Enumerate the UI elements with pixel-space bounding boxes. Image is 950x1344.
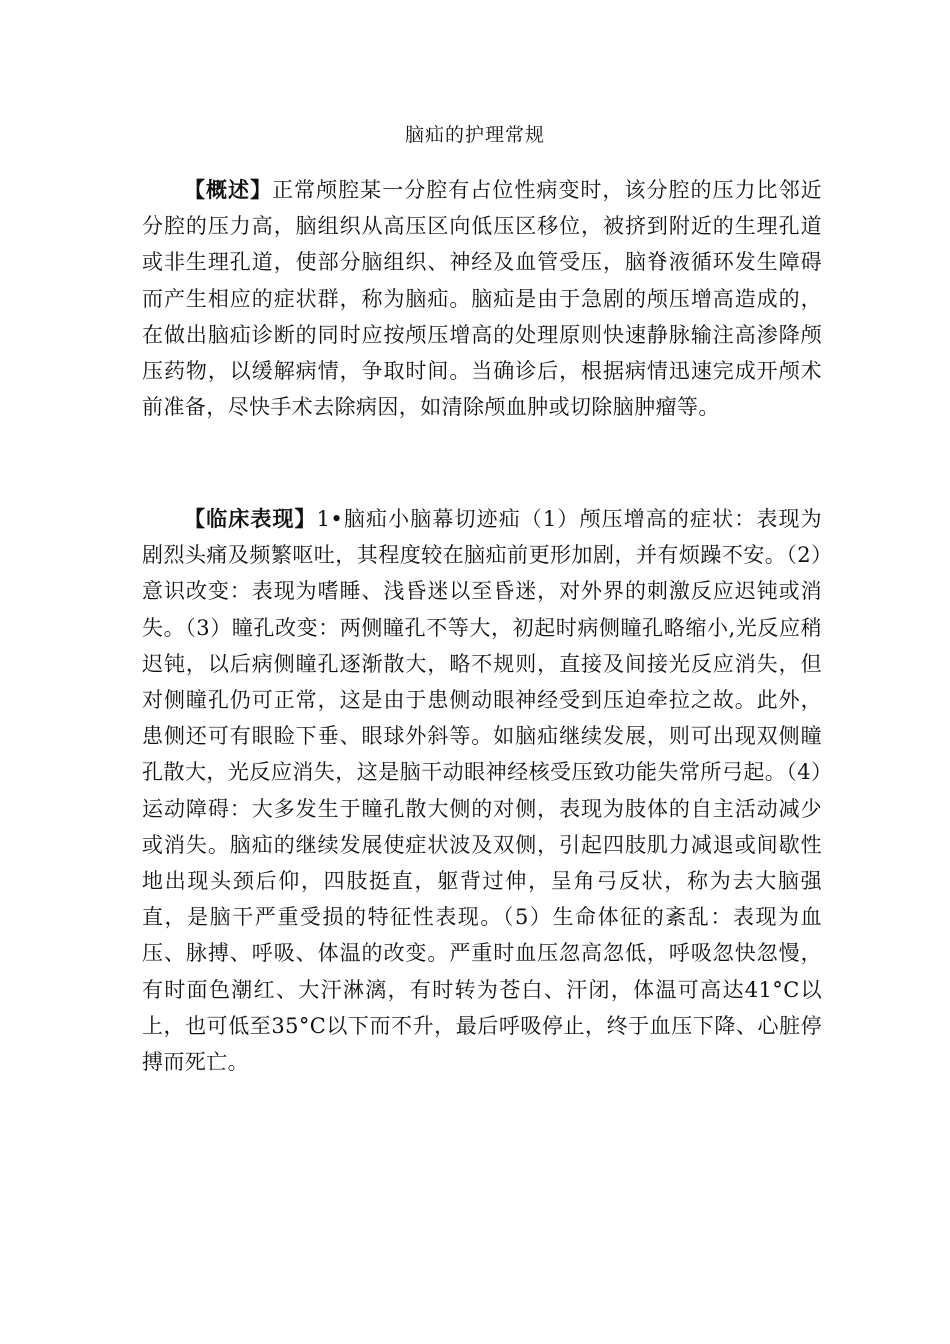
clinical-manifestations-body: 1•脑疝小脑幕切迹疝（1）颅压增高的症状：表现为剧烈头痛及频繁呕吐，其程度较在脑疝前更形加剧，并有烦躁不安。（2）意识改变：表现为嗜睡、浅昏迷以至昏迷，对外界的刺激反应迟钝或消失。（3）瞳孔改变：两侧瞳孔不等大，初起时病侧瞳孔略缩小,光反应稍迟钝，以后病侧瞳孔逐渐散大，略不规则，直接及间接光反应消失，但对侧瞳孔仍可正常，这是由于患侧动眼神经受到压迫牵拉之故。此外，患侧还可有眼睑下垂、眼球外斜等。如脑疝继续发展，则可出现双侧瞳孔散大，光反应消失，这是脑干动眼神经核受压致功能失常所弓起。（4）运动障碍：大多发生于瞳孔散大侧的对侧，表现为肢体的自主活动减少或消失。脑疝的继续发展使症状波及双侧，引起四肢肌力减退或间歇性地出现头颈后仰，四肢挺直，躯背过伸，呈角弓反状，称为去大脑强直，是脑干严重受损的特征性表现。（5）生命体征的紊乱：表现为血压、脉搏、呼吸、体温的改变。严重时血压忽高忽低，呼吸忽快忽慢，有时面色潮红、大汗淋漓，有时转为苍白、汗闭，体温可高达41°C以上，也可低至35°C以下而不升，最后呼吸停止，终于血压下降、心脏停搏而死亡。 xyxy=(142,507,822,1075)
clinical-manifestations-paragraph xyxy=(142,501,822,1080)
overview-heading: 【概述】 xyxy=(184,177,273,202)
overview-body: 正常颅腔某一分腔有占位性病变时，该分腔的压力比邻近分腔的压力高，脑组织从高压区向低压区移位，被挤到附近的生理孔道或非生理孔道，使部分脑组织、神经及血管受压，脑脊液循环发生障碍而产生相应的症状群，称为脑疝。脑疝是由于急剧的颅压增高造成的，在做出脑疝诊断的同时应按颅压增高的处理原则快速静脉输注高渗降颅压药物，以缓解病情，争取时间。当确诊后，根据病情迅速完成开颅术前准备，尽快手术去除病因，如清除颅血肿或切除脑肿瘤等。 xyxy=(142,178,822,420)
clinical-manifestations-heading: 【临床表现】 xyxy=(184,506,317,531)
document-title: 脑疝的护理常规 xyxy=(404,124,545,146)
overview-paragraph xyxy=(142,172,822,425)
